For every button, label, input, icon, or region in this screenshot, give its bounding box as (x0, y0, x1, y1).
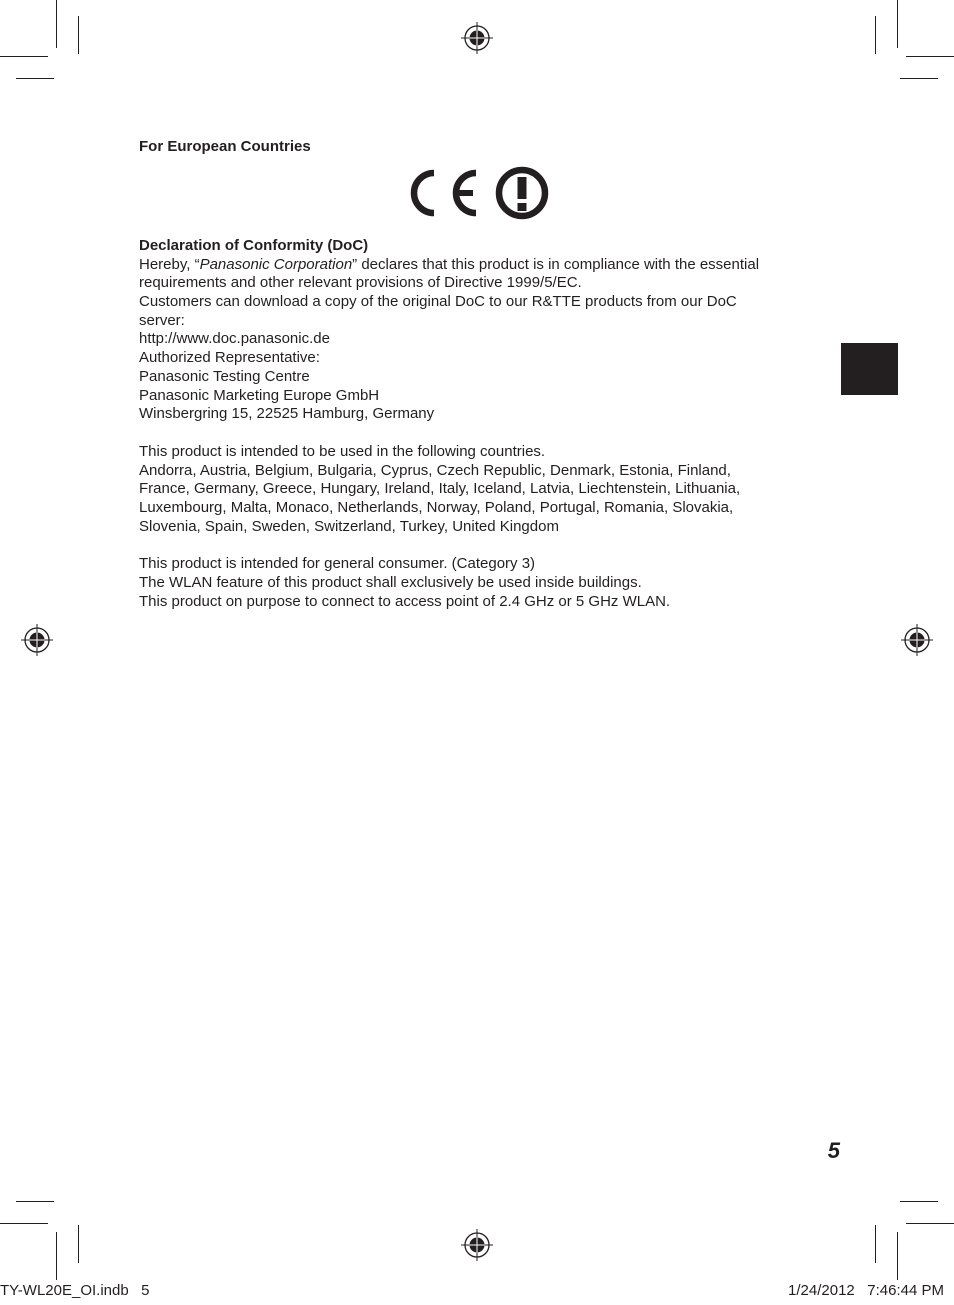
countries-intro: This product is intended to be used in the following countries. (139, 443, 546, 460)
hereby-suffix: ” declares that this product is in compliance with the essential (352, 256, 760, 273)
company-name: Panasonic Corporation (199, 256, 353, 273)
crop-mark (897, 1232, 898, 1280)
slug-file: TY-WL20E_OI.indb 5 (0, 1282, 150, 1299)
usage-note: The WLAN feature of this product shall exclusively be used inside buildings. (139, 574, 642, 591)
section-tab-marker (841, 343, 898, 395)
crop-mark (906, 1223, 954, 1224)
crop-mark (56, 1232, 57, 1280)
crop-mark (897, 0, 898, 48)
crop-mark (78, 16, 79, 54)
representative-label: Authorized Representative: (139, 349, 320, 366)
registration-mark-icon (900, 623, 934, 657)
doc-url: http://www.doc.panasonic.de (139, 330, 330, 347)
countries-list-line: Slovenia, Spain, Sweden, Switzerland, Turkey, United Kingdom (139, 518, 559, 535)
crop-mark (16, 78, 54, 79)
crop-mark (0, 1223, 48, 1224)
body-text-line: Customers can download a copy of the original DoC to our R&TTE products from our DoC (139, 293, 737, 310)
representative-line: Panasonic Testing Centre (139, 368, 310, 385)
hereby-prefix: Hereby, “ (139, 256, 200, 273)
usage-note: This product on purpose to connect to access point of 2.4 GHz or 5 GHz WLAN. (139, 593, 671, 610)
crop-mark (56, 0, 57, 48)
doc-title: Declaration of Conformity (DoC) (139, 237, 369, 254)
crop-mark (906, 56, 954, 57)
slug-date: 1/24/2012 7:46:44 PM (788, 1282, 944, 1299)
crop-mark (875, 1225, 876, 1263)
countries-list-line: Andorra, Austria, Belgium, Bulgaria, Cyprus, Czech Republic, Denmark, Estonia, Finland, (139, 462, 731, 479)
crop-mark (875, 16, 876, 54)
registration-mark-icon (460, 21, 494, 55)
ce-mark-icon (404, 167, 480, 219)
crop-mark (78, 1225, 79, 1263)
alert-mark-icon (495, 166, 549, 220)
countries-list-line: France, Germany, Greece, Hungary, Ireland, Italy, Iceland, Latvia, Liechtenstein, Lithuania, (139, 480, 741, 497)
body-text-line: server: (139, 312, 185, 329)
crop-mark (0, 56, 48, 57)
hereby-line (139, 256, 759, 275)
body-text-line: requirements and other relevant provisions of Directive 1999/5/EC. (139, 274, 582, 291)
representative-line: Winsbergring 15, 22525 Hamburg, Germany (139, 405, 435, 422)
registration-mark-icon (20, 623, 54, 657)
section-heading: For European Countries (139, 138, 311, 155)
usage-note: This product is intended for general consumer. (Category 3) (139, 555, 536, 572)
crop-mark (900, 1201, 938, 1202)
countries-list-line: Luxembourg, Malta, Monaco, Netherlands, Norway, Poland, Portugal, Romania, Slovakia, (139, 499, 734, 516)
representative-line: Panasonic Marketing Europe GmbH (139, 387, 380, 404)
crop-mark (16, 1201, 54, 1202)
crop-mark (900, 78, 938, 79)
registration-mark-icon (460, 1228, 494, 1262)
page-number: 5 (827, 1138, 840, 1163)
